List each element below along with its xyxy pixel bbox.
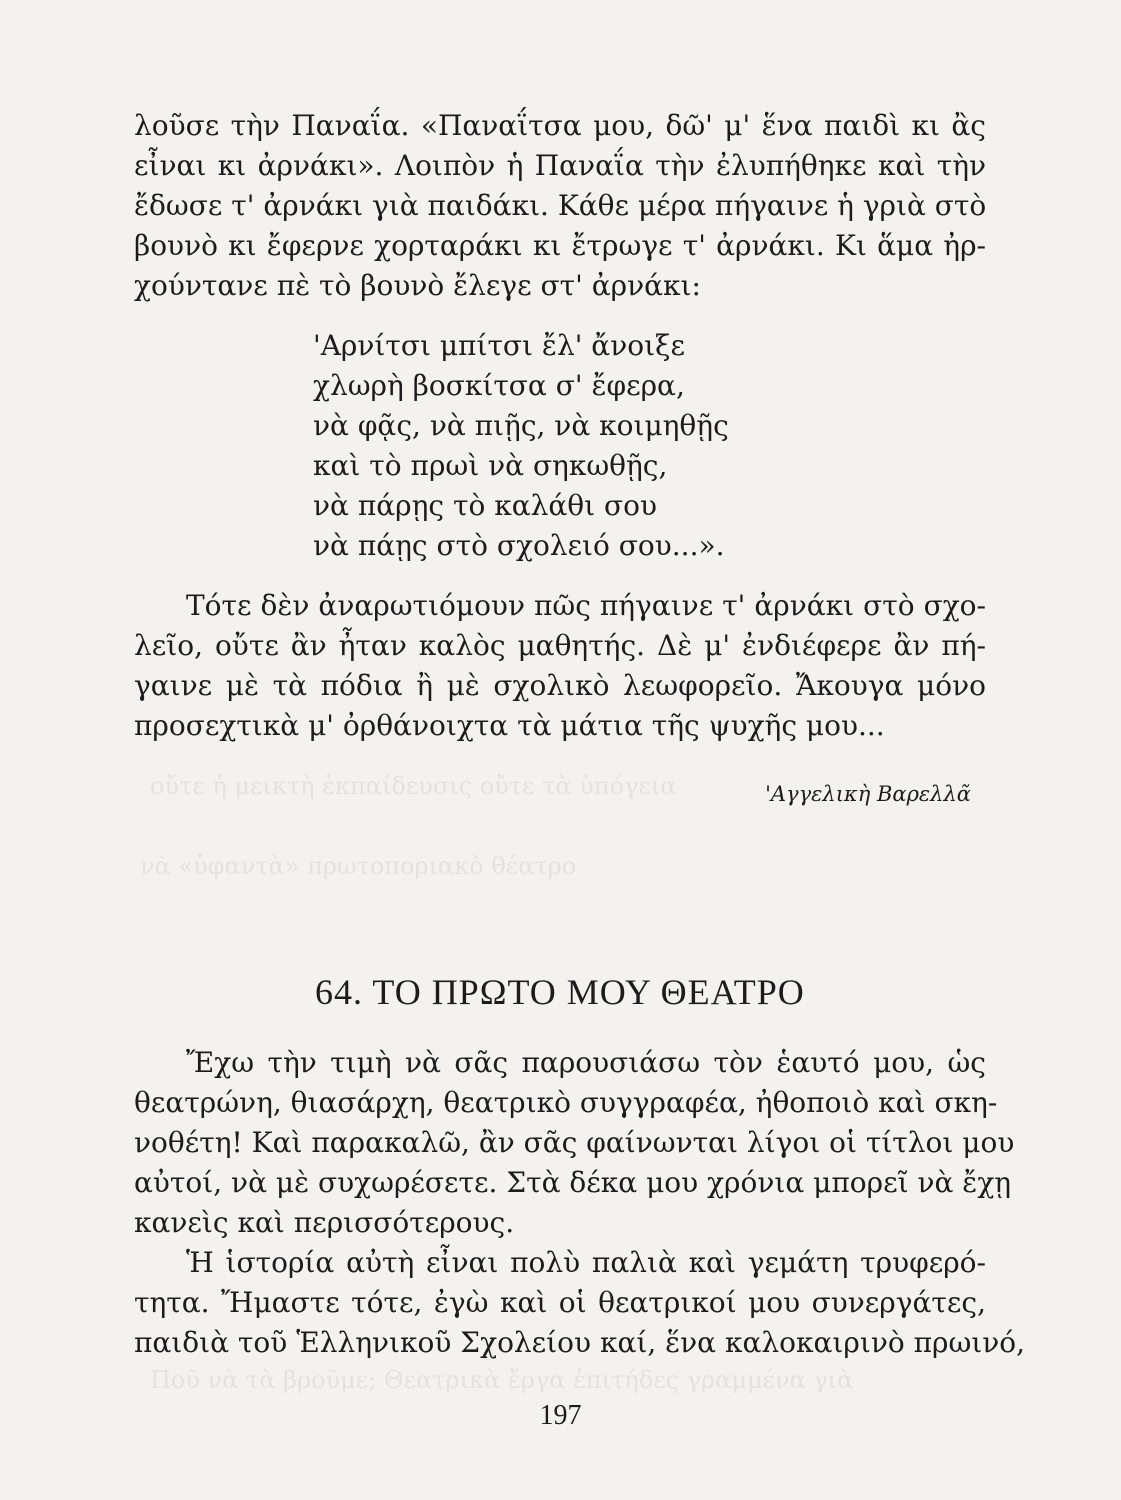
verse-line: νὰ πάῃς στὸ σχολειό σου...». <box>313 529 725 562</box>
text-line: Τότε δὲν ἀναρωτιόμουν πῶς πήγαινε τ' ἀρνάκι στὸ σχο- <box>186 589 986 622</box>
text-line: εἶναι κι ἀρνάκι». Λοιπὸν ἡ Παναΐα τὴν ἐλυπήθηκε καὶ τὴν <box>134 149 986 182</box>
text-line: θεατρώνη, θιασάρχη, θεατρικὸ συγγραφέα, ἠθοποιὸ καὶ σκη- <box>134 1086 998 1119</box>
verse-line: καὶ τὸ πρωὶ νὰ σηκωθῇς, <box>313 449 668 482</box>
text-line: προσεχτικὰ μ' ὀρθάνοιχτα τὰ μάτια τῆς ψυχῆς μου... <box>134 709 885 742</box>
text-line: λοῦσε τὴν Παναΐα. «Παναΐτσα μου, δῶ' μ' ἕνα παιδὶ κι ἂς <box>134 109 986 142</box>
text-line: αὐτοί, νὰ μὲ συχωρέσετε. Στὰ δέκα μου χρόνια μπορεῖ νὰ ἔχῃ <box>134 1166 1012 1199</box>
text-line: Ἔχω τὴν τιμὴ νὰ σᾶς παρουσιάσω τὸν ἑαυτό μου, ὡς <box>186 1046 986 1079</box>
show-through-text: Ποῦ νὰ τὰ βροῦμε; Θεατρικὰ ἔργα ἐπιτήδες γραμμένα γιὰ <box>150 1366 854 1394</box>
verse-line: νὰ πάρῃς τὸ καλάθι σου <box>313 489 657 522</box>
text-line: Ἡ ἱστορία αὐτὴ εἶναι πολὺ παλιὰ καὶ γεμάτη τρυφερό- <box>186 1246 986 1279</box>
text-line: τητα. Ἤμαστε τότε, ἐγὼ καὶ οἱ θεατρικοί μου συνεργάτες, <box>134 1286 986 1319</box>
author-signature: 'Αγγελικὴ Βαρελλᾶ <box>765 782 971 806</box>
verse-line: 'Αρνίτσι μπίτσι ἔλ' ἄνοιξε <box>313 329 685 362</box>
text-line: βουνὸ κι ἔφερνε χορταράκι κι ἔτρωγε τ' ἀρνάκι. Κι ἅμα ἠρ- <box>134 229 986 262</box>
text-line: χούντανε πὲ τὸ βουνὸ ἔλεγε στ' ἀρνάκι: <box>134 269 701 302</box>
chapter-heading: 64. ΤΟ ΠΡΩΤΟ ΜΟΥ ΘΕΑΤΡΟ <box>315 972 805 1012</box>
text-line: γαινε μὲ τὰ πόδια ἢ μὲ σχολικὸ λεωφορεῖο. Ἄκουγα μόνο <box>134 669 986 702</box>
verse-line: χλωρὴ βοσκίτσα σ' ἔφερα, <box>313 369 685 402</box>
show-through-text: οὔτε ἡ μεικτὴ ἐκπαίδευσις οὔτε τὰ ὑπόγεια <box>150 772 677 800</box>
page-number: 197 <box>539 1400 582 1431</box>
text-line: παιδιὰ τοῦ Ἑλληνικοῦ Σχολείου καί, ἕνα καλοκαιρινὸ πρωινό, <box>134 1326 1026 1359</box>
text-line: νοθέτη! Καὶ παρακαλῶ, ἂν σᾶς φαίνωνται λίγοι οἱ τίτλοι μου <box>134 1126 1015 1159</box>
text-line: ἔδωσε τ' ἀρνάκι γιὰ παιδάκι. Κάθε μέρα πήγαινε ἡ γριὰ στὸ <box>134 189 987 222</box>
verse-line: νὰ φᾷς, νὰ πιῇς, νὰ κοιμηθῇς <box>313 409 729 442</box>
text-line: κανεὶς καὶ περισσότερους. <box>134 1206 515 1239</box>
show-through-text: νὰ «ὑφαντὰ» πρωτοποριακὸ θέατρο <box>140 852 577 880</box>
text-line: λεῖο, οὔτε ἂν ἦταν καλὸς μαθητής. Δὲ μ' ἐνδιέφερε ἂν πή- <box>134 629 986 662</box>
